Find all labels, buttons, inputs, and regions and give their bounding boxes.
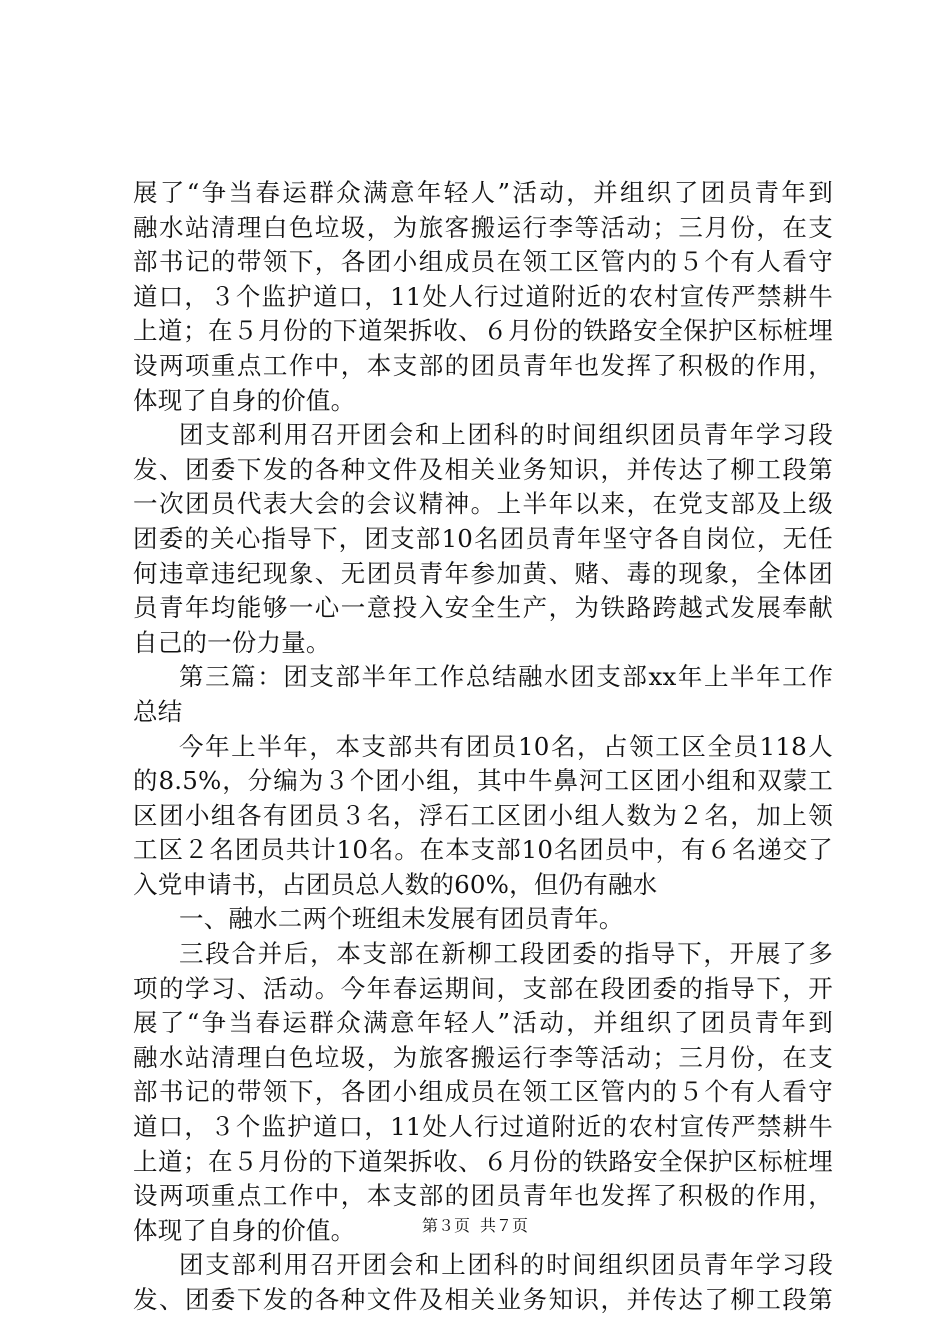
- page-footer: [0, 1215, 950, 1237]
- text-line: 展了“争当春运群众满意年轻人”活动，并组织了团员青年到: [133, 178, 833, 207]
- text-line: 团委的关心指导下，团支部10名团员青年坚守各自岗位，无任: [133, 523, 833, 553]
- text-line: 发、团委下发的各种文件及相关业务知识，并传达了柳工段第: [133, 1285, 833, 1314]
- text-line: 第三篇：团支部半年工作总结融水团支部xx年上半年工作: [179, 662, 833, 692]
- text-line: 员青年均能够一心一意投入安全生产，为铁路跨越式发展奉献: [133, 593, 833, 623]
- text-line: 一、融水二两个班组未发展有团员青年。: [179, 904, 624, 934]
- text-line: 一次团员代表大会的会议精神。上半年以来，在党支部及上级: [133, 489, 833, 519]
- text-line: 融水站清理白色垃圾，为旅客搬运行李等活动；三月份，在支: [133, 1042, 833, 1072]
- text-line: 今年上半年，本支部共有团员10名，占领工区全员118人: [179, 731, 833, 761]
- text-line: 的8.5%，分编为３个团小组，其中牛鼻河工区团小组和双蒙工: [133, 766, 833, 796]
- text-line: 总结: [133, 696, 183, 726]
- document-body: [133, 176, 833, 1318]
- text-line: 自己的一份力量。: [133, 627, 331, 657]
- text-line: 工区２名团员共计10名。在本支部10名团员中，有６名递交了: [133, 835, 833, 865]
- text-line: 道口，３个监护道口，11处人行过道附近的农村宣传严禁耕牛: [133, 281, 833, 311]
- text-line: 团支部利用召开团会和上团科的时间组织团员青年学习段: [179, 1250, 833, 1280]
- text-line: 项的学习、活动。今年春运期间，支部在段团委的指导下，开: [133, 973, 833, 1003]
- page-total: 共７页: [480, 1216, 529, 1235]
- text-line: 部书记的带领下，各团小组成员在领工区管内的５个有人看守: [133, 1077, 833, 1107]
- page-number: 第３页: [421, 1216, 470, 1235]
- text-line: 上道；在５月份的下道架拆收、６月份的铁路安全保护区标桩埋: [133, 316, 833, 346]
- text-line: 团支部利用召开团会和上团科的时间组织团员青年学习段: [179, 420, 833, 450]
- text-line: 部书记的带领下，各团小组成员在领工区管内的５个有人看守: [133, 247, 833, 277]
- text-line: 展了“争当春运群众满意年轻人”活动，并组织了团员青年到: [133, 1008, 833, 1038]
- text-line: 入党申请书，占团员总人数的60%，但仍有融水: [133, 869, 658, 899]
- text-line: 道口，３个监护道口，11处人行过道附近的农村宣传严禁耕牛: [133, 1112, 833, 1142]
- text-line: 设两项重点工作中，本支部的团员青年也发挥了积极的作用，: [133, 1181, 833, 1211]
- text-line: 设两项重点工作中，本支部的团员青年也发挥了积极的作用，: [133, 350, 833, 380]
- text-line: 三段合并后，本支部在新柳工段团委的指导下，开展了多: [179, 939, 833, 969]
- text-line: 体现了自身的价值。: [133, 385, 356, 415]
- text-line: 体现了自身的价值。: [133, 1215, 356, 1245]
- text-line: 融水站清理白色垃圾，为旅客搬运行李等活动；三月份，在支: [133, 212, 833, 242]
- text-line: 发、团委下发的各种文件及相关业务知识，并传达了柳工段第: [133, 454, 833, 484]
- text-line: 何违章违纪现象、无团员青年参加黄、赌、毒的现象，全体团: [133, 558, 833, 588]
- text-line: 区团小组各有团员３名，浮石工区团小组人数为２名，加上领: [133, 800, 833, 830]
- text-line: 上道；在５月份的下道架拆收、６月份的铁路安全保护区标桩埋: [133, 1146, 833, 1176]
